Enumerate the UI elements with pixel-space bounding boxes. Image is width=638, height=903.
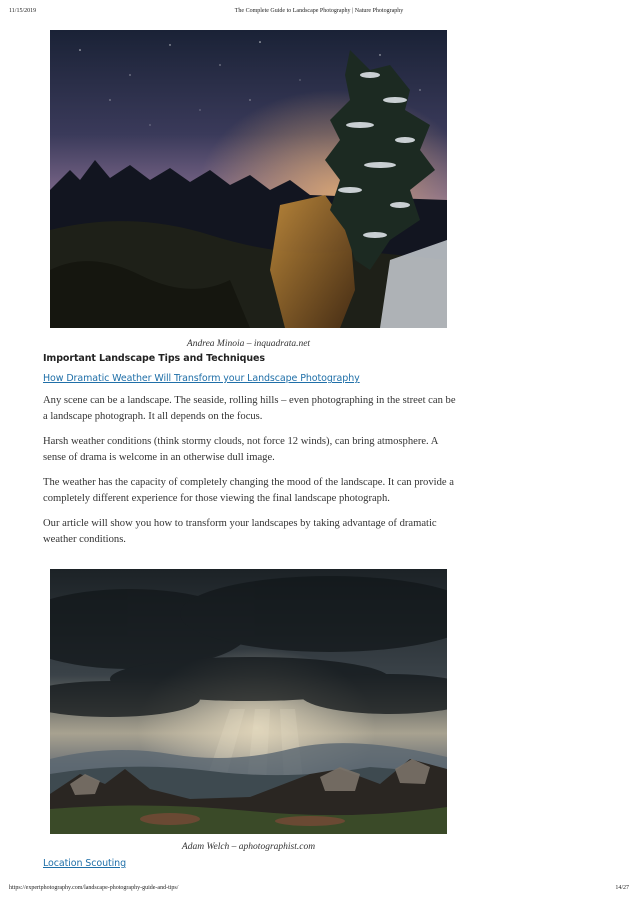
dramatic-weather-link[interactable]: How Dramatic Weather Will Transform your Landscape Photography [43,373,360,384]
night-landscape-photo [50,30,447,328]
print-url: https://expertphotography.com/landscape-photography-guide-and-tips/ [9,885,179,891]
photo-caption: Adam Welch – aphotographist.com [181,842,316,852]
section-heading: Important Landscape Tips and Techniques [43,353,265,364]
paragraph: The weather has the capacity of completely changing the mood of the landscape. It can provide a completely different experience for those viewing the final landscape photograph. [43,477,454,504]
print-date: 11/15/2019 [9,8,37,14]
print-title: The Complete Guide to Landscape Photography | Nature Photography [234,8,404,14]
night-landscape-image [50,30,447,328]
location-scouting-link[interactable]: Location Scouting [43,858,127,869]
paragraph: Harsh weather conditions (think stormy clouds, not force 12 winds), can bring atmosphere. A sense of drama is welcome in an otherwise dull image. [43,436,438,463]
paragraph: Any scene can be a landscape. The seaside, rolling hills – even photographing in the street can be a landscape photograph. It all depends on the focus. [43,395,456,422]
page-number: 14/27 [615,885,629,891]
stormy-landscape-photo [50,569,447,834]
paragraph: Our article will show you how to transform your landscapes by taking advantage of dramatic weather conditions. [43,518,437,545]
stormy-landscape-image [50,569,447,834]
photo-caption: Andrea Minoia – inquadrata.net [186,339,311,349]
